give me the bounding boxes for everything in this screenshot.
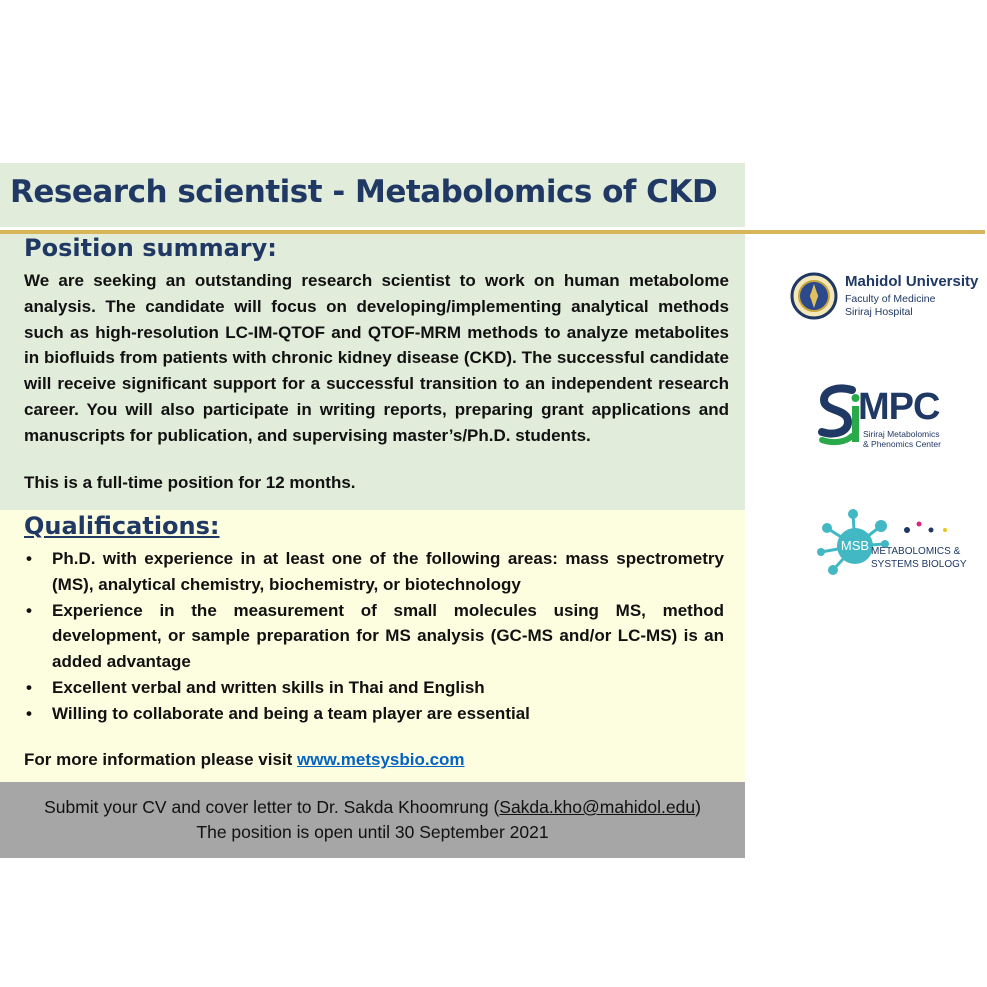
mahidol-logo: Mahidol University Faculty of Medicine Siriraj Hospital <box>790 272 987 324</box>
list-item: • Willing to collaborate and being a team player are essential <box>24 701 724 727</box>
deadline: The position is open until 30 September 2021 <box>196 822 549 842</box>
qualifications-heading: Qualifications: <box>24 512 220 540</box>
summary-heading: Position summary: <box>24 234 277 262</box>
full-time-note: This is a full-time position for 12 months. <box>24 473 356 492</box>
list-item: • Experience in the measurement of small molecules using MS, method development, or sample preparation for MS analysis (GC-MS and/or LC-MS) is an added advantage <box>24 598 724 675</box>
simpc-logo: MPC Siriraj Metabolomics & Phenomics Center <box>818 384 963 450</box>
list-item: • Ph.D. with experience in at least one of the following areas: mass spectrometry (MS), analytical chemistry, biochemistry, or biotechnology <box>24 546 724 598</box>
summary-body <box>24 268 729 449</box>
list-item: • Excellent verbal and written skills in Thai and English <box>24 675 724 701</box>
footer-band <box>0 782 745 858</box>
email-link[interactable]: Sakda.kho@mahidol.edu <box>499 797 696 817</box>
submit-instructions: Submit your CV and cover letter to Dr. Sakda Khoomrung (Sakda.kho@mahidol.edu) <box>44 797 701 817</box>
website-link[interactable]: www.metsysbio.com <box>297 750 465 769</box>
bullet-icon: • <box>26 549 32 568</box>
simpc-si-icon <box>818 384 862 448</box>
bullet-icon: • <box>26 703 32 723</box>
qualifications-list <box>24 546 724 727</box>
msb-logo: MSB METABOLOMICS & SYSTEMS BIOLOGY <box>813 508 973 578</box>
msb-badge: MSB <box>837 528 873 564</box>
bullet-icon: • <box>26 677 32 697</box>
summary-paragraph: We are seeking an outstanding research scientist to work on human metabolome analysis. The candidate will focus on developing/implementing analytical methods such as high-resolution LC-IM-QTOF and QTOF-MRM methods to analyze metabolites in biofluids from patients with chronic kidney disease (CKD). The successful candidate will receive significant support for a successful transition to an independent research career. You will also participate in writing reports, preparing grant applications and manuscripts for publication, and supervising master’s/Ph.D. students. <box>24 271 729 445</box>
mahidol-seal-icon <box>790 272 838 320</box>
more-info: For more information please visit www.metsysbio.com <box>24 750 465 769</box>
page-title: Research scientist - Metabolomics of CKD <box>10 174 718 210</box>
bullet-icon: • <box>26 600 32 620</box>
